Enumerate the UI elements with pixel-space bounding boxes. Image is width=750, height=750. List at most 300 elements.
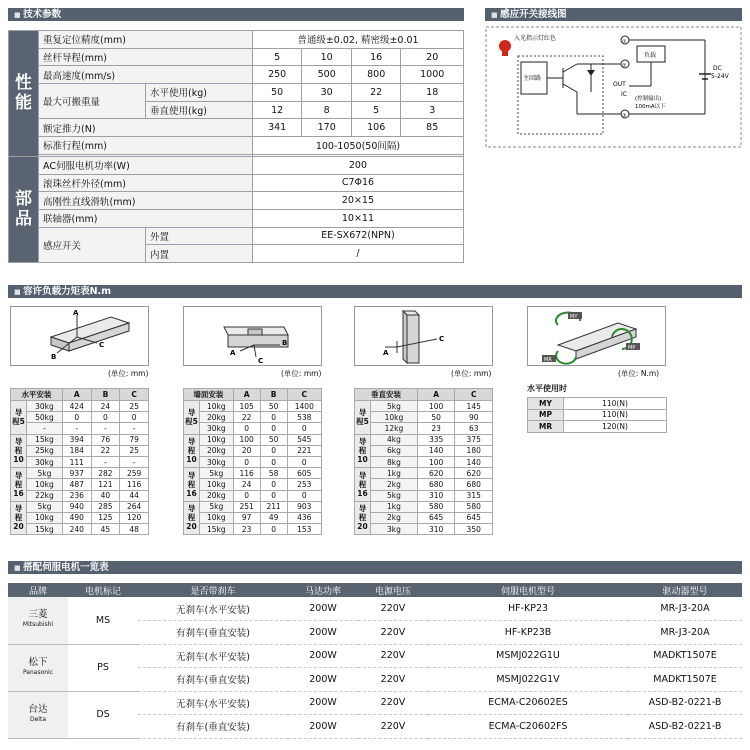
indicator-led-icon [499,40,511,52]
driver-model-cell: MR-J3-20A [628,621,742,645]
vertical-label: 垂直使用(kg) [146,101,253,119]
brake-cell: 无刹车(水平安装) [138,644,288,668]
voltage-cell: 220V [358,668,428,692]
power-cell: 200W [288,715,358,739]
motor-header-text: 搭配伺服电机一览表 [23,562,109,573]
value-cell: 0 [233,423,260,434]
value-cell: 120 [120,512,149,523]
brand-english: Delta [29,715,46,723]
unit-label: (单位: mm) [108,369,149,378]
brake-cell: 有刹车(垂直安装) [138,668,288,692]
value-cell: 236 [62,490,91,501]
value-cell: 487 [62,479,91,490]
ac-motor-label: AC伺服电机功率(W) [39,156,253,174]
value-cell: 0 [287,490,321,501]
value-cell: 315 [455,490,493,501]
lead-value: 10 [302,48,352,66]
speed-value: 250 [252,66,302,84]
value-cell: 63 [455,423,493,434]
precision-label: 重复定位精度(mm) [39,31,253,49]
vertical-value: 3 [401,101,464,119]
value-cell: 335 [417,434,455,445]
value-cell: 310 [417,524,455,535]
column-header: A [417,389,455,401]
value-cell: 620 [455,468,493,479]
axis-a-label: A [383,349,389,357]
column-header: A [62,389,91,401]
value-cell: 180 [455,445,493,456]
weight-cell: 20kg [200,445,234,456]
servo-model-cell: MSMJ022G1U [428,644,628,668]
thrust-label: 额定推力(N) [39,119,253,137]
moment-label-mr: MR [544,357,552,363]
value-cell: 0 [260,524,287,535]
value-cell: 538 [287,412,321,423]
speed-value: 500 [302,66,352,84]
value-cell: 0 [260,456,287,467]
value-cell: 23 [417,423,455,434]
group-label: 导程5 [355,401,371,435]
moment-arrow-icon [556,351,576,364]
motor-code: DS [68,691,138,738]
external-label: 外置 [146,227,253,245]
value-cell: 20 [233,445,260,456]
group-label: 导程20 [355,501,371,535]
column-header: C [287,389,321,401]
pin-label: ② [622,63,627,69]
value-cell: 937 [62,468,91,479]
voltage-cell: 220V [358,691,428,715]
weight-cell: 4kg [371,434,418,445]
weight-cell: 20kg [200,412,234,423]
value-cell: 50 [417,412,455,423]
value-cell: 680 [417,479,455,490]
output-note: (控制输出) [635,96,662,102]
value-cell: 79 [120,434,149,445]
value-cell: 903 [287,501,321,512]
value-cell: 97 [233,512,260,523]
column-header: 电机标记 [68,583,138,597]
value-cell: 620 [417,468,455,479]
value-cell: 0 [287,423,321,434]
value-cell: 50 [260,434,287,445]
indicator-led-base [502,51,508,56]
switch-label: 感应开关 [39,227,146,262]
weight-cell: 15kg [27,434,63,445]
column-header: C [455,389,493,401]
ic-label: IC [621,91,627,98]
value-cell: 40 [91,490,120,501]
brand-cell [8,597,68,644]
value-cell: - [91,456,120,467]
driver-model-cell: ASD-B2-0221-B [628,691,742,715]
table-row [8,644,742,668]
value-cell: 22 [233,412,260,423]
weight-cell: 10kg [371,412,418,423]
group-label: 导程16 [184,468,200,502]
group-label: 导程10 [184,434,200,468]
load-section-header [8,285,742,298]
brand-cell [8,644,68,691]
voltage-cell: 220V [358,644,428,668]
weight-cell: 10kg [27,512,63,523]
value-cell: 0 [233,456,260,467]
value-cell: 285 [91,501,120,512]
moment-label-my: MY [570,314,578,320]
weight-cell: 6kg [371,445,418,456]
sensor-section-header [485,8,742,21]
value-cell: 105 [233,401,260,412]
value-cell: 211 [260,501,287,512]
weight-cell: 10kg [200,512,234,523]
spec-table [8,30,464,263]
value-cell: 0 [233,490,260,501]
table-title: 水平安装 [11,389,63,401]
internal-label: 内置 [146,245,253,263]
power-cell: 200W [288,621,358,645]
moment-diagram [527,306,666,366]
servo-model-cell: HF-KP23 [428,597,628,621]
coupling-label: 联轴器(mm) [39,209,253,227]
value-cell: 45 [91,524,120,535]
axis-b-label: B [51,353,57,361]
internal-value: / [252,245,463,263]
out-label: OUT [613,81,626,88]
value-cell: 545 [287,434,321,445]
weight-cell: 10kg [200,401,234,412]
ball-screw-label: 滚珠丝杆外径(mm) [39,174,253,192]
motor-code: MS [68,597,138,644]
value-cell: 0 [91,412,120,423]
weight-cell: - [27,423,63,434]
sensor-wiring-diagram [485,26,742,148]
voltage-cell: 220V [358,621,428,645]
weight-cell: 20kg [200,490,234,501]
tech-header-text: 技术参数 [23,9,62,20]
load-text: 负载 [644,52,657,59]
moment-key: MY [528,398,564,410]
axis-c-label: C [439,335,445,343]
value-cell: 116 [120,479,149,490]
value-cell: 221 [287,445,321,456]
wall-axis-drawing [184,307,321,365]
unit-label: (单位: mm) [451,369,492,378]
value-cell: 680 [455,479,493,490]
column-header: 电源电压 [358,583,428,597]
value-cell: - [62,423,91,434]
value-cell: 100 [417,401,455,412]
column-header: C [120,389,149,401]
value-cell: - [91,423,120,434]
thrust-value: 341 [252,119,302,137]
tech-section-header [8,8,464,21]
speed-value: 1000 [401,66,464,84]
pin-label: ③ [622,113,627,119]
rail-label: 高刚性直线滑轨(mm) [39,192,253,210]
thrust-value: 106 [351,119,401,137]
weight-cell: 15kg [27,524,63,535]
value-cell: 310 [417,490,455,501]
weight-cell: 5kg [371,490,418,501]
unit-label: (单位: N.m) [618,369,660,378]
value-cell: 23 [233,524,260,535]
horizontal-value: 18 [401,84,464,102]
group-performance: 性能 [9,31,39,157]
value-cell: 394 [62,434,91,445]
main-circuit-text: 主回路 [523,75,542,82]
value-cell: 645 [455,512,493,523]
unit-label: (单位: mm) [281,369,322,378]
weight-cell: 5kg [27,468,63,479]
moment-table-title: 水平使用时 [527,384,567,393]
brand-english: Mitsubishi [22,621,54,629]
weight-cell: 30kg [200,423,234,434]
brand-name: 松下 [28,656,48,668]
servo-model-cell: MSMJ022G1V [428,668,628,692]
pin-label: ① [622,39,627,45]
dc-range-label: 5-24V [711,73,729,80]
value-cell: 240 [62,524,91,535]
column-header: 是否带刹车 [138,583,288,597]
column-header: B [91,389,120,401]
weight-cell: 25kg [27,445,63,456]
value-cell: 145 [455,401,493,412]
value-cell: 116 [233,468,260,479]
value-cell: 49 [260,512,287,523]
value-cell: 48 [120,524,149,535]
horizontal-label: 水平使用(kg) [146,84,253,102]
brake-cell: 有刹车(垂直安装) [138,715,288,739]
external-value: EE-SX672(NPN) [252,227,463,245]
lead-value: 5 [252,48,302,66]
value-cell: 58 [260,468,287,479]
speed-value: 800 [351,66,401,84]
weight-cell: 10kg [27,479,63,490]
driver-model-cell: MADKT1507E [628,644,742,668]
load-header-text: 容许负载力矩表N.m [23,286,112,297]
vertical-mount-diagram [354,306,493,366]
value-cell: 184 [62,445,91,456]
table-title: 垂直安装 [355,389,418,401]
power-cell: 200W [288,644,358,668]
group-parts: 部品 [9,156,39,262]
weight-cell: 3kg [371,524,418,535]
value-cell: - [120,423,149,434]
value-cell: 1400 [287,401,321,412]
weight-cell: 8kg [371,456,418,467]
value-cell: 0 [260,479,287,490]
lead-value: 20 [401,48,464,66]
weight-cell: 2kg [371,479,418,490]
value-cell: 121 [91,479,120,490]
vertical-value: 12 [252,101,302,119]
moment-label-mp: MP [628,345,636,351]
value-cell: 153 [287,524,321,535]
value-cell: 251 [233,501,260,512]
axis-c-label: C [258,357,264,365]
weight-cell: 10kg [200,434,234,445]
weight-cell: 5kg [27,501,63,512]
horizontal-load-table [10,388,149,535]
group-label: 导程20 [184,501,200,535]
value-cell: 940 [62,501,91,512]
value-cell: 25 [120,401,149,412]
servo-model-cell: ECMA-C20602ES [428,691,628,715]
lead-label: 丝杆导程(mm) [39,48,253,66]
column-header: A [233,389,260,401]
brake-cell: 无刹车(水平安装) [138,691,288,715]
weight-cell: 30kg [27,401,63,412]
motor-code: PS [68,644,138,691]
value-cell: 253 [287,479,321,490]
value-cell: 490 [62,512,91,523]
sensor-header-text: 感应开关接线图 [500,9,567,20]
horizontal-value: 30 [302,84,352,102]
driver-model-cell: MR-J3-20A [628,597,742,621]
vertical-value: 8 [302,101,352,119]
group-label: 导程20 [11,501,27,535]
moment-key: MP [528,409,564,421]
value-cell: 44 [120,490,149,501]
value-cell: 0 [120,412,149,423]
brand-name: 台达 [28,703,48,715]
voltage-cell: 220V [358,597,428,621]
stroke-value: 100-1050(50间隔) [252,137,463,155]
brand-english: Panasonic [22,668,54,676]
value-cell: 76 [91,434,120,445]
max-load-label: 最大可搬重量 [39,84,146,119]
speed-label: 最高速度(mm/s) [39,66,253,84]
weight-cell: 5kg [200,501,234,512]
value-cell: 0 [62,412,91,423]
brand-name: 三菱 [28,609,48,621]
value-cell: 0 [260,445,287,456]
wall-load-table [183,388,322,535]
value-cell: - [120,456,149,467]
indicator-text: 入光指示灯红色 [514,35,557,42]
value-cell: 140 [417,445,455,456]
moment-value: 110(N) [564,409,667,421]
weight-cell: 50kg [27,412,63,423]
thrust-value: 170 [302,119,352,137]
value-cell: 111 [62,456,91,467]
moment-table [527,397,667,433]
column-header: 品牌 [8,583,68,597]
value-cell: 0 [287,456,321,467]
moment-key: MR [528,421,564,433]
value-cell: 90 [455,412,493,423]
value-cell: 580 [455,501,493,512]
value-cell: 100 [233,434,260,445]
value-cell: 605 [287,468,321,479]
column-header: B [260,389,287,401]
voltage-cell: 220V [358,715,428,739]
rail-value: 20×15 [252,192,463,210]
axis-b-label: B [282,339,288,347]
group-label: 导程16 [11,468,27,502]
group-label: 导程10 [355,434,371,468]
table-row [8,597,742,621]
horizontal-axis-drawing [11,307,148,365]
value-cell: 424 [62,401,91,412]
weight-cell: 1kg [371,468,418,479]
value-cell: 24 [91,401,120,412]
weight-cell: 30kg [27,456,63,467]
axis-a-label: A [230,349,236,357]
table-row [8,691,742,715]
value-cell: 375 [455,434,493,445]
horizontal-mount-diagram [10,306,149,366]
table-title: 墙面安装 [184,389,234,401]
lead-value: 16 [351,48,401,66]
output-current-note: 100mA以下 [635,104,666,110]
group-label: 导程5 [184,401,200,435]
column-header: 驱动器型号 [628,583,742,597]
moment-value: 120(N) [564,421,667,433]
stroke-label: 标准行程(mm) [39,137,253,155]
servo-motor-table [8,583,742,739]
horizontal-value: 50 [252,84,302,102]
value-cell: 25 [120,445,149,456]
value-cell: 22 [91,445,120,456]
value-cell: 282 [91,468,120,479]
value-cell: 0 [260,423,287,434]
wall-mount-diagram [183,306,322,366]
thrust-value: 85 [401,119,464,137]
axis-a-label: A [73,309,79,317]
value-cell: 580 [417,501,455,512]
value-cell: 125 [91,512,120,523]
vertical-load-table [354,388,493,535]
group-label: 导程16 [355,468,371,502]
weight-cell: 12kg [371,423,418,434]
ball-screw-value: C7Φ16 [252,174,463,192]
value-cell: 264 [120,501,149,512]
value-cell: 50 [260,401,287,412]
value-cell: 259 [120,468,149,479]
power-cell: 200W [288,597,358,621]
value-cell: 100 [417,456,455,467]
weight-cell: 10kg [200,479,234,490]
weight-cell: 30kg [200,456,234,467]
axis-c-label: C [99,341,105,349]
vertical-axis-drawing [355,307,492,365]
dc-label: DC [713,65,722,72]
weight-cell: 22kg [27,490,63,501]
coupling-value: 10×11 [252,209,463,227]
brake-cell: 无刹车(水平安装) [138,597,288,621]
moment-drawing [528,307,665,365]
power-cell: 200W [288,668,358,692]
weight-cell: 1kg [371,501,418,512]
value-cell: 0 [260,412,287,423]
power-cell: 200W [288,691,358,715]
value-cell: 0 [260,490,287,501]
group-label: 导程5 [11,401,27,435]
value-cell: 24 [233,479,260,490]
moment-value: 110(N) [564,398,667,410]
horizontal-value: 22 [351,84,401,102]
driver-model-cell: MADKT1507E [628,668,742,692]
servo-model-cell: HF-KP23B [428,621,628,645]
value-cell: 350 [455,524,493,535]
motor-section-header [8,561,742,574]
brand-cell [8,691,68,738]
weight-cell: 2kg [371,512,418,523]
brake-cell: 有刹车(垂直安装) [138,621,288,645]
column-header: 马达功率 [288,583,358,597]
value-cell: 645 [417,512,455,523]
